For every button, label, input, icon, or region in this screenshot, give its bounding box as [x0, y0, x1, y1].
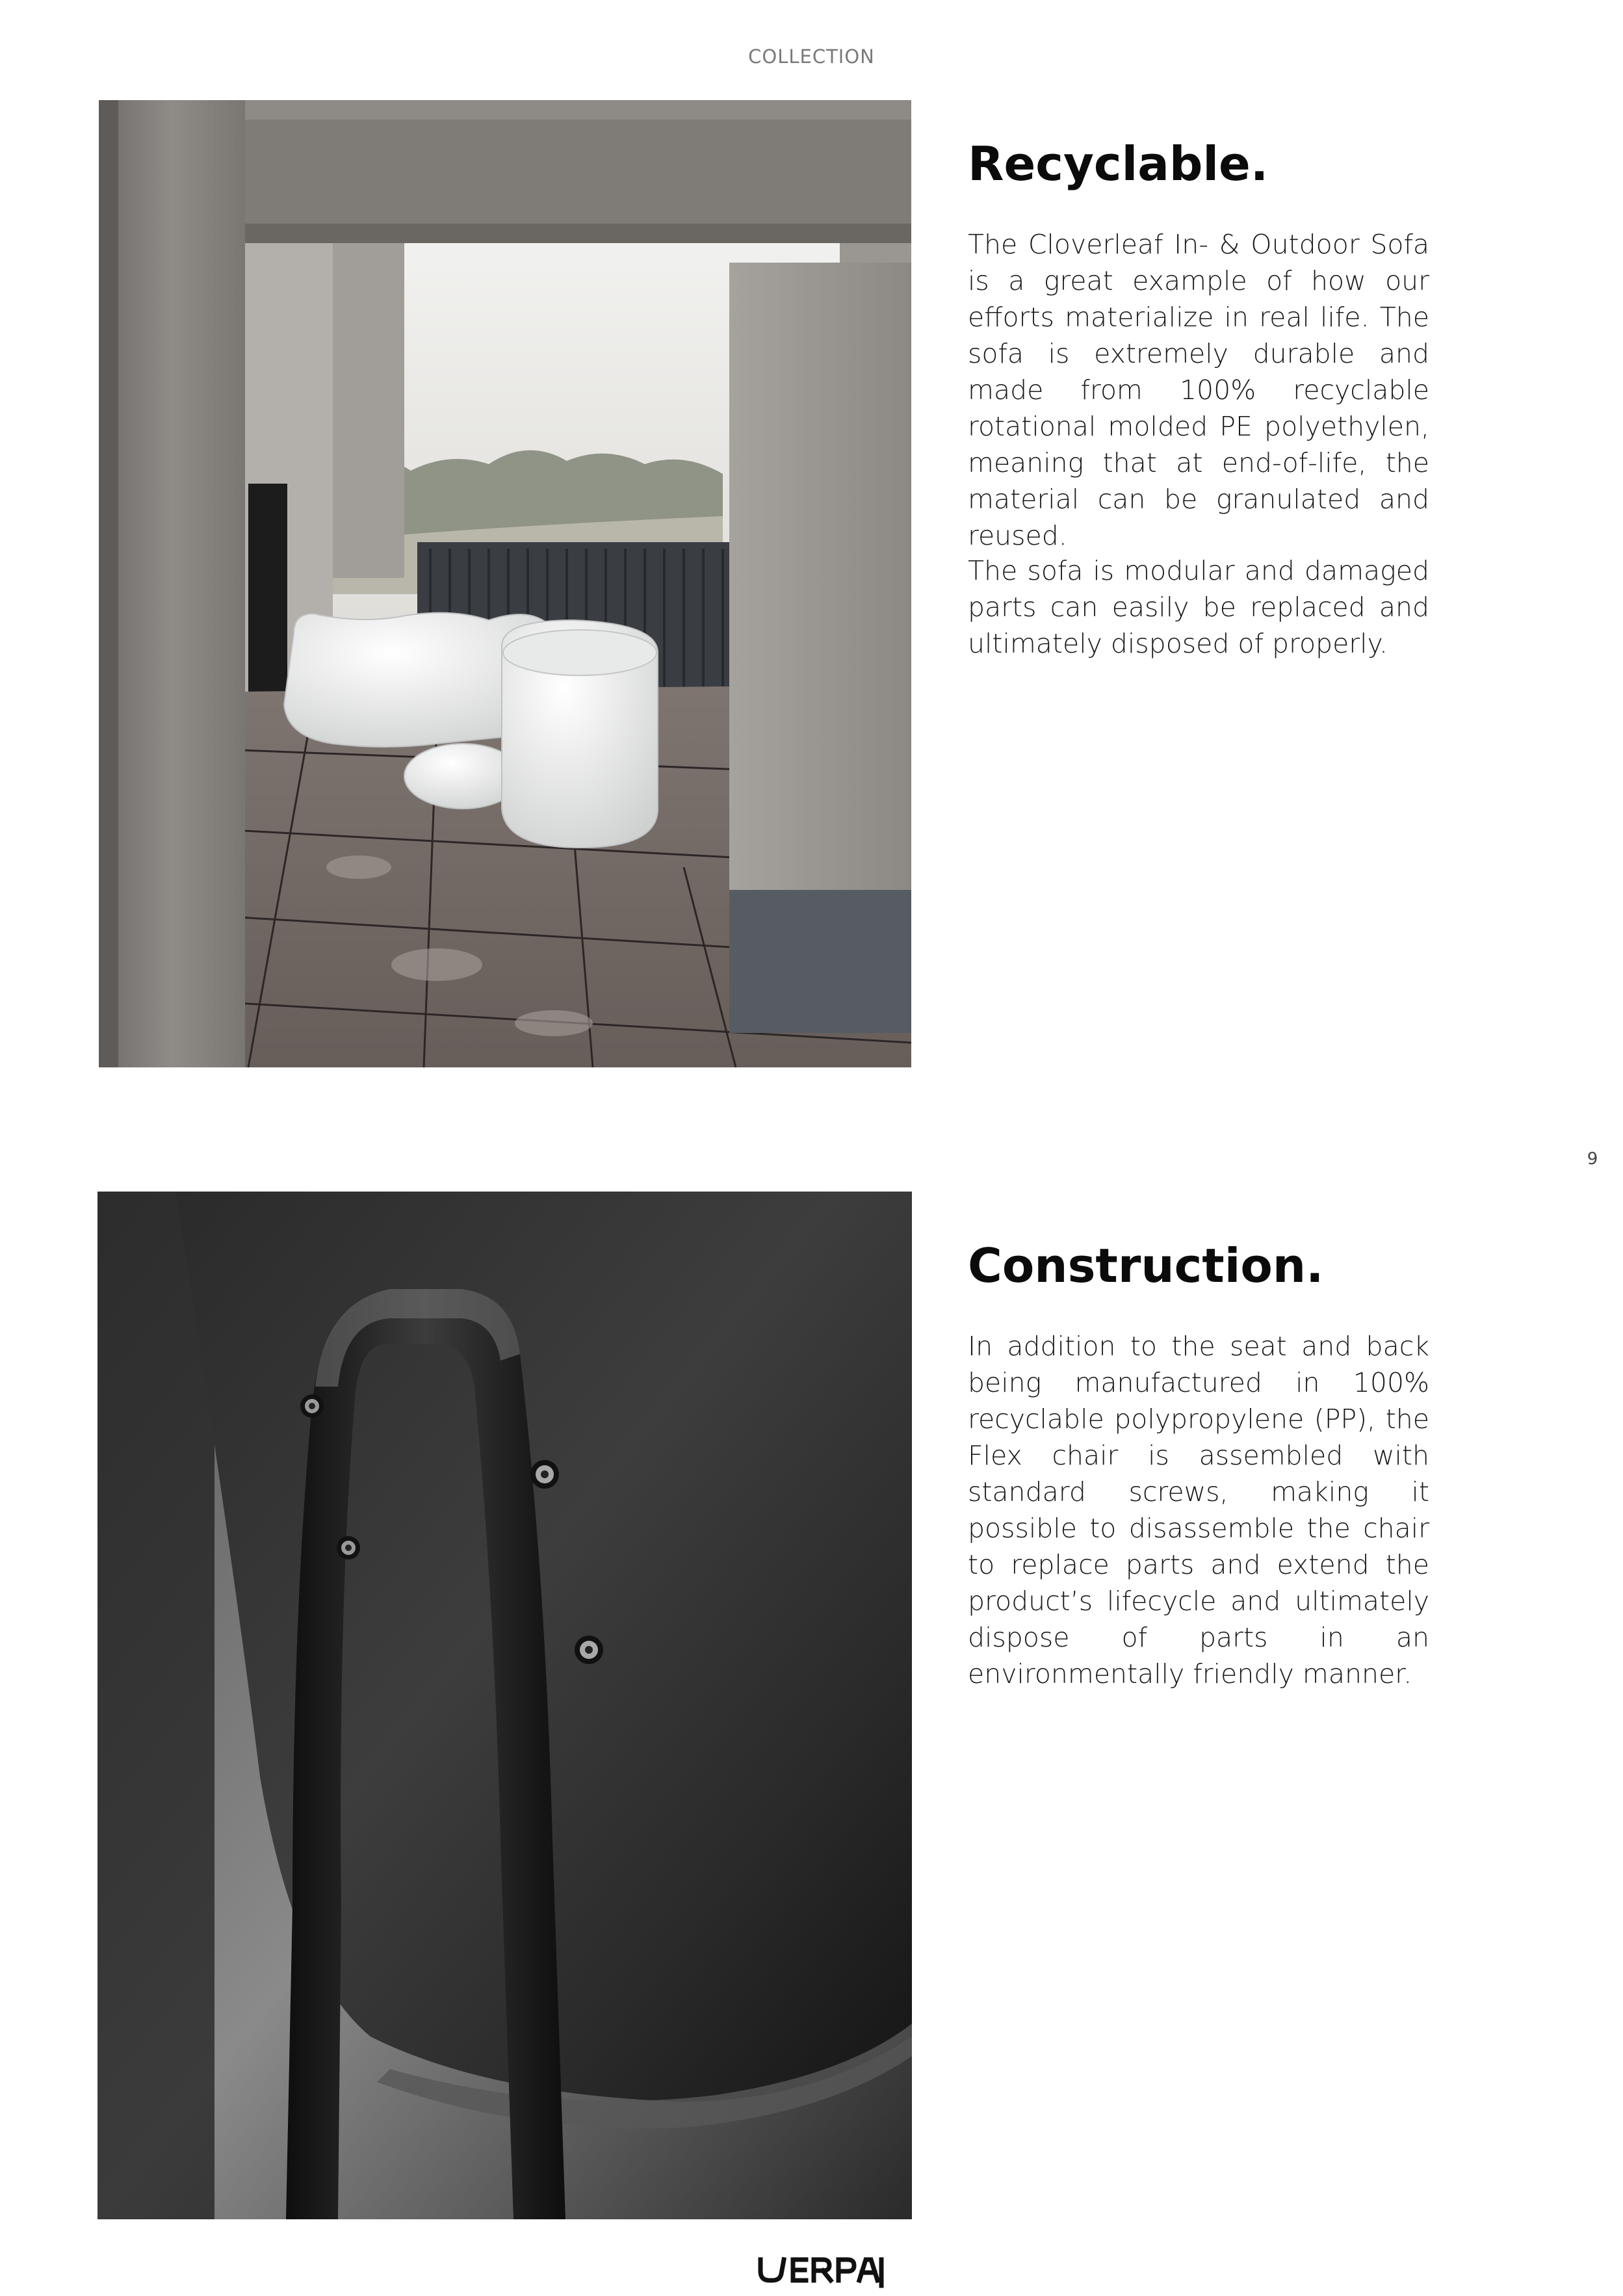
page-number: 9: [1587, 1149, 1598, 1169]
recyclable-paragraph-2: The sofa is modular and damaged parts can easily be replaced and ultimately disposed of properly.: [968, 555, 1429, 659]
verpan-logo-mark: [755, 2252, 885, 2288]
header-label: COLLECTION: [748, 46, 875, 68]
flex-chair-illustration: [97, 1192, 912, 2219]
flex-chair-photo: [97, 1192, 912, 2219]
construction-paragraph: In addition to the seat and back being manufactured in 100% recyclable polypropylene (PP), the Flex chair is assembled with standard screws, making it possible to disassemble the chair to replace parts and extend the product’s lifecycle and ultimately dispose of parts in an environmentally friendly manner.: [968, 1331, 1429, 1689]
section-title-recyclable: Recyclable.: [968, 137, 1269, 191]
cloverleaf-sofa-photo: [99, 100, 911, 1067]
verpan-logo: [755, 2252, 885, 2288]
cloverleaf-sofa-illustration: [99, 100, 911, 1067]
recyclable-paragraph-1: The Cloverleaf In- & Outdoor Sofa is a great example of how our efforts materialize in real life. The sofa is extremely durable and made from 100% recyclable rotational molded PE polyethylen, meaning that at end-of-life, the material can be granulated and reused.: [968, 229, 1429, 551]
section-title-construction: Construction.: [968, 1238, 1324, 1293]
